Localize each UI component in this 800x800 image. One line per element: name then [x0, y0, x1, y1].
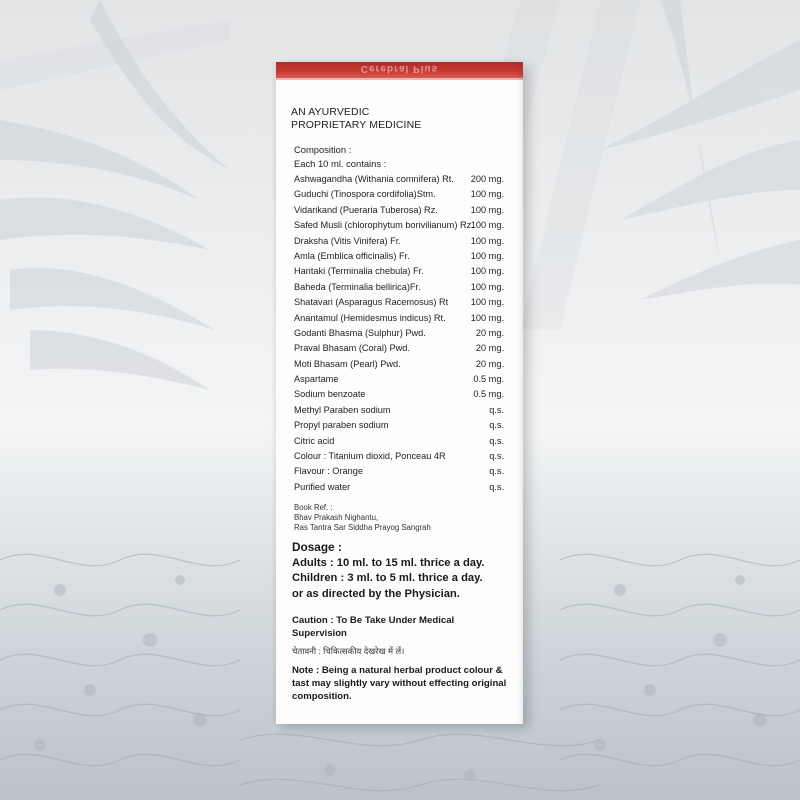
ingredient-quantity: q.s. [489, 451, 504, 462]
ingredient-quantity: q.s. [489, 420, 504, 431]
ingredient-row [294, 341, 504, 356]
box-edge-shade [517, 62, 523, 724]
ingredient-name: Praval Bhasam (Coral) Pwd. [294, 343, 410, 354]
ingredient-row [294, 357, 504, 372]
caution-line: Supervision [292, 628, 347, 639]
ingredient-row [294, 218, 504, 233]
ingredient-row [294, 372, 504, 387]
ingredient-row [294, 434, 504, 449]
ingredient-name: Safed Musli (chlorophytum borivilianum) Rz. [294, 220, 474, 231]
ingredient-name: Ashwagandha (Withania comnifera) Rt. [294, 174, 454, 184]
ingredient-row [294, 203, 504, 218]
box-top-red-strip [276, 62, 523, 78]
ingredient-row [294, 418, 504, 433]
ingredient-row [294, 311, 504, 326]
note-text [292, 664, 506, 703]
ingredient-name: Methyl Paraben sodium [294, 404, 391, 415]
heading-line: PROPRIETARY MEDICINE [291, 119, 422, 131]
ingredient-row [294, 449, 504, 464]
dosage-line: or as directed by the Physician. [292, 587, 460, 600]
dosage-title: Dosage : [292, 540, 342, 554]
ingredient-name: Propyl paraben sodium [294, 420, 389, 431]
ingredient-row [294, 464, 504, 479]
composition-sub: Each 10 ml. contains : [294, 158, 387, 169]
ingredient-quantity: 200 mg. [470, 174, 504, 184]
box-top-rule [276, 78, 523, 80]
ingredient-quantity: 100 mg. [470, 189, 504, 200]
ingredient-list [294, 172, 504, 495]
ingredient-name: Colour : Titanium dioxid, Ponceau 4R [294, 451, 446, 462]
ingredient-quantity: 20 mg. [475, 358, 504, 369]
ingredient-name: Anantamul (Hemidesmus indicus) Rt. [294, 312, 446, 323]
ingredient-row [294, 187, 504, 202]
dosage-line: Children : 3 ml. to 5 ml. thrice a day. [292, 572, 483, 585]
note-line: composition. [292, 691, 352, 702]
ingredient-name: Aspartame [294, 374, 339, 385]
book-reference [294, 503, 431, 533]
dosage-line: Adults : 10 ml. to 15 ml. thrice a day. [292, 557, 485, 569]
ingredient-quantity: 0.5 mg. [473, 374, 504, 385]
ingredient-name: Amla (Emblica officinalis) Fr. [294, 250, 410, 261]
book-ref-line: Bhav Prakash Nighantu, [294, 513, 379, 522]
ingredient-name: Citric acid [294, 435, 335, 446]
ingredient-row [294, 280, 504, 295]
ingredient-row [294, 387, 504, 402]
ingredient-quantity: 100 mg. [470, 220, 504, 231]
ingredient-quantity: q.s. [489, 466, 504, 477]
ingredient-name: Vidarikand (Pueraria Tuberosa) Rz. [294, 204, 438, 215]
ingredient-quantity: q.s. [489, 435, 504, 446]
ingredient-quantity: q.s. [489, 481, 504, 492]
ingredient-quantity: 100 mg. [470, 235, 504, 246]
ingredient-quantity: 100 mg. [470, 250, 504, 261]
ingredient-name: Sodium benzoate [294, 389, 366, 400]
medicine-box [276, 62, 523, 724]
ingredient-quantity: 100 mg. [470, 281, 504, 292]
book-ref-line: Book Ref. : [294, 503, 333, 512]
ingredient-quantity: 100 mg. [470, 297, 504, 308]
ingredient-name: Guduchi (Tinospora cordifolia)Stm. [294, 189, 436, 200]
ingredient-quantity: 100 mg. [470, 204, 504, 215]
dosage-instructions [292, 556, 485, 602]
ingredient-name: Baheda (Terminalia bellirica)Fr. [294, 281, 421, 292]
note-line: Note : Being a natural herbal product colour & [292, 665, 503, 676]
heading-line: AN AYURVEDIC [291, 106, 370, 118]
box-top-brand-text: Cerebral Plus [360, 63, 439, 74]
ingredient-name: Godanti Bhasma (Sulphur) Pwd. [294, 327, 426, 338]
ingredient-quantity: 100 mg. [470, 312, 504, 323]
medicine-heading [291, 106, 421, 132]
ingredient-row [294, 234, 504, 249]
caution-line: Caution : To Be Take Under Medical [292, 615, 455, 626]
ingredient-quantity: 0.5 mg. [473, 389, 504, 400]
hindi-caution: चेतावनी : चिकित्सकीय देखरेख में लें। [292, 646, 405, 656]
caution-text [292, 614, 454, 640]
ingredient-row [294, 480, 504, 495]
ingredient-quantity: 100 mg. [470, 266, 504, 277]
ingredient-name: Haritaki (Terminalia chebula) Fr. [294, 266, 424, 277]
ingredient-name: Flavour : Orange [294, 466, 363, 477]
ingredient-name: Moti Bhasam (Pearl) Pwd. [294, 358, 401, 369]
ingredient-quantity: 20 mg. [475, 327, 504, 338]
ingredient-row [294, 326, 504, 341]
book-ref-line: Ras Tantra Sar Siddha Prayog Sangrah [294, 523, 431, 532]
ingredient-name: Shatavari (Asparagus Racemosus) Rt [294, 297, 449, 308]
note-line: tast may slightly vary without effecting original [292, 678, 507, 689]
ingredient-row [294, 295, 504, 310]
ingredient-name: Draksha (Vitis Vinifera) Fr. [294, 235, 401, 246]
ingredient-name: Purified water [294, 481, 351, 492]
ingredient-row [294, 172, 504, 187]
ingredient-quantity: q.s. [489, 404, 504, 415]
ingredient-row [294, 264, 504, 279]
ingredient-quantity: 20 mg. [475, 343, 504, 354]
ingredient-row [294, 249, 504, 264]
ingredient-row [294, 403, 504, 418]
composition-label: Composition : [294, 144, 352, 155]
